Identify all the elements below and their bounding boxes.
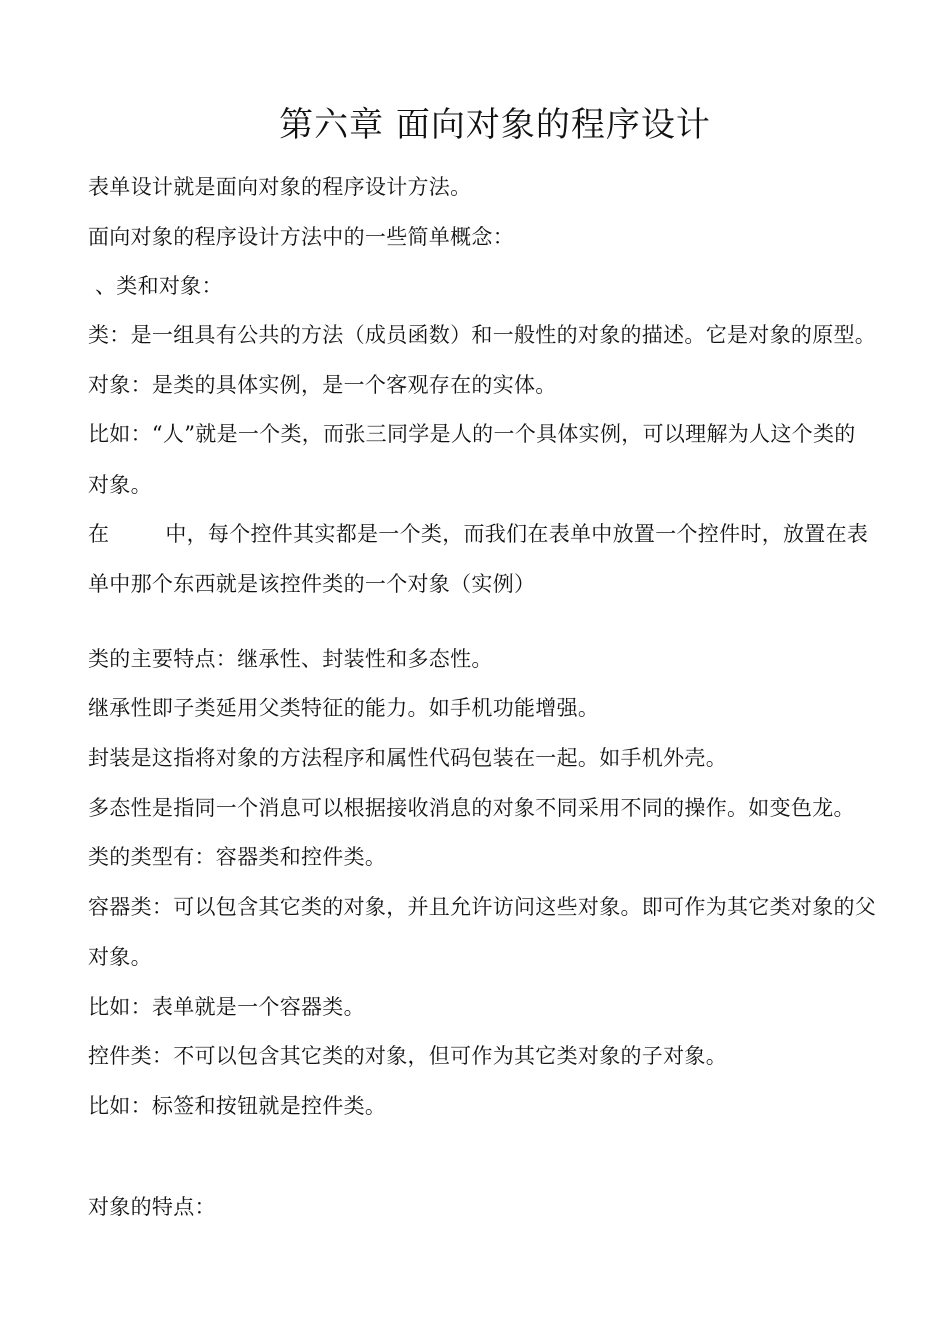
paragraph-line: 类：是一组具有公共的方法（成员函数）和一般性的对象的描述。它是对象的原型。: [88, 323, 877, 347]
line-rest-text: 中，每个控件其实都是一个类，而我们在表单中放置一个控件时，放置在表: [165, 522, 869, 546]
paragraph-line: 对象。: [88, 945, 152, 969]
paragraph-line: 单中那个东西就是该控件类的一个对象（实例）: [88, 572, 536, 596]
paragraph-line: 容器类：可以包含其它类的对象，并且允许访问这些对象。即可作为其它类对象的父: [88, 895, 877, 919]
paragraph-line: 对象：是类的具体实例，是一个客观存在的实体。: [88, 373, 557, 397]
paragraph-line: 对象的特点：: [88, 1195, 216, 1219]
paragraph-line: [88, 519, 868, 549]
paragraph-line: 控件类：不可以包含其它类的对象，但可作为其它类对象的子对象。: [88, 1044, 727, 1068]
paragraph-line: 继承性即子类延用父类特征的能力。如手机功能增强。: [88, 696, 600, 720]
paragraph-line: 类的类型有：容器类和控件类。: [88, 845, 387, 869]
line-start-text: 在: [88, 522, 110, 546]
paragraph-line: 比如：“人”就是一个类，而张三同学是人的一个具体实例，可以理解为人这个类的: [88, 422, 856, 446]
chapter-title: 第六章 面向对象的程序设计: [279, 105, 711, 145]
section-heading: 、类和对象：: [88, 274, 223, 298]
paragraph-line: 比如：表单就是一个容器类。: [88, 995, 365, 1019]
paragraph-line: 比如：标签和按钮就是控件类。: [88, 1094, 387, 1118]
paragraph-line: 面向对象的程序设计方法中的一些简单概念：: [88, 225, 514, 249]
paragraph-line: 封装是这指将对象的方法程序和属性代码包装在一起。如手机外壳。: [88, 746, 727, 770]
paragraph-line: 类的主要特点：继承性、封装性和多态性。: [88, 647, 493, 671]
paragraph-line: 对象。: [88, 473, 152, 497]
paragraph-line: 表单设计就是面向对象的程序设计方法。: [88, 175, 472, 199]
paragraph-line: 多态性是指同一个消息可以根据接收消息的对象不同采用不同的操作。如变色龙。: [88, 796, 855, 820]
